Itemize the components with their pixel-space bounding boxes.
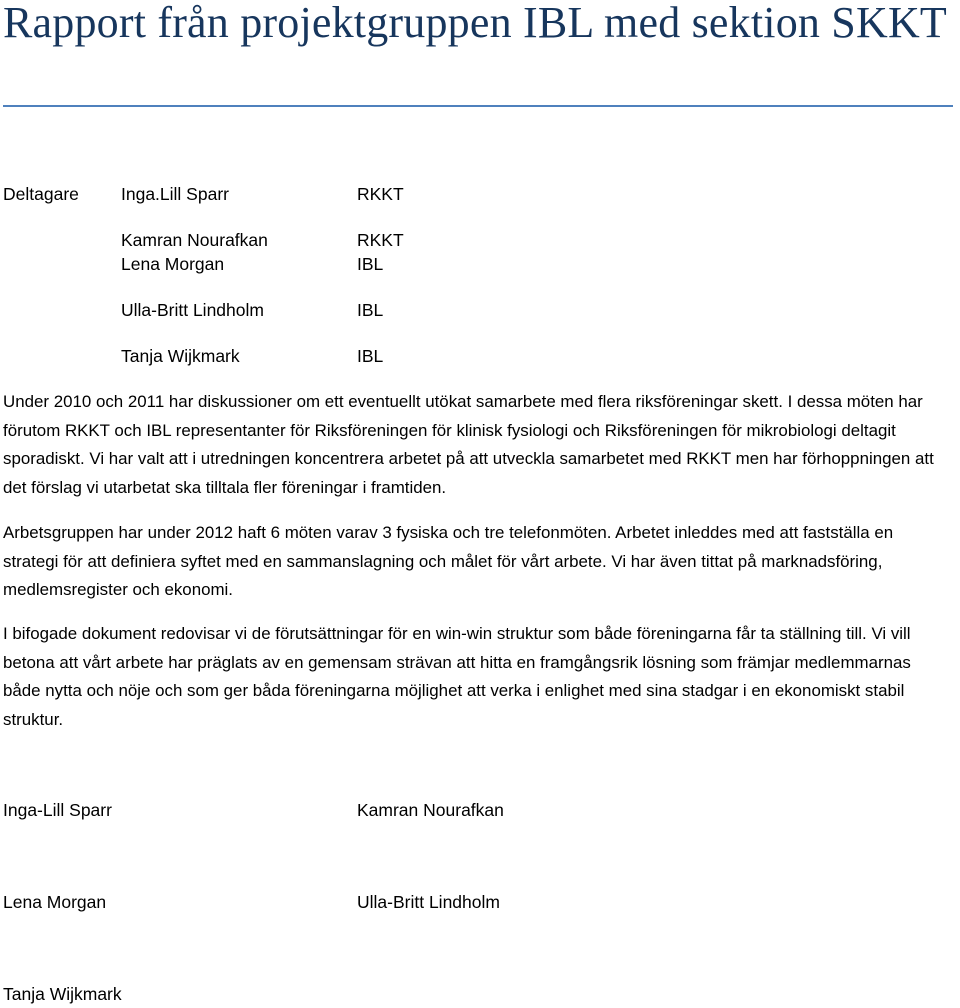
participants-label: Deltagare	[3, 184, 79, 204]
participant-org: IBL	[357, 346, 384, 366]
participant-name: Ulla-Britt Lindholm	[121, 300, 264, 320]
participant-name: Kamran Nourafkan	[121, 230, 268, 250]
signature-name: Kamran Nourafkan	[357, 800, 504, 820]
participant-org: IBL	[357, 254, 384, 274]
signature-name: Lena Morgan	[3, 892, 107, 912]
signature-name: Ulla-Britt Lindholm	[357, 892, 500, 912]
participant-name: Lena Morgan	[121, 254, 225, 274]
signature-name: Tanja Wijkmark	[3, 984, 122, 1004]
body-paragraph: I bifogade dokument redovisar vi de förutsättningar för en win-win struktur som både föreningarna får ta ställning till. Vi vill betona att vårt arbete har präglats av en gemensam strävan att hitta en framgångsrik lösning som främjar medlemmarnas både nytta och nöje och som ger båda föreningarna möjlighet att verka i enlighet med sina stadgar i en ekonomiskt stabil struktur.	[3, 624, 911, 729]
signature-name: Inga-Lill Sparr	[3, 800, 112, 820]
participant-name: Tanja Wijkmark	[121, 346, 240, 366]
body-paragraph: Arbetsgruppen har under 2012 haft 6 möten varav 3 fysiska och tre telefonmöten. Arbetet inleddes med att fastställa en strategi för att definiera syftet med en sammanslagning och målet för vårt arbete. Vi har även tittat på marknadsföring, medlemsregister och ekonomi.	[3, 523, 894, 599]
participant-org: RKKT	[357, 184, 404, 204]
participant-org: IBL	[357, 300, 384, 320]
title-underline	[3, 105, 953, 107]
body-paragraph: Under 2010 och 2011 har diskussioner om ett eventuellt utökat samarbete med flera riksföreningar skett. I dessa möten har förutom RKKT och IBL representanter för Riksföreningen för klinisk fysiologi och Riksföreningen för mikrobiologi deltagit sporadiskt. Vi har valt att i utredningen koncentrera arbetet på att utveckla samarbetet med RKKT men har förhoppningen att det förslag vi utarbetat ska tilltala fler föreningar i framtiden.	[3, 392, 934, 497]
participant-org: RKKT	[357, 230, 404, 250]
document-title: Rapport från projektgruppen IBL med sektion SKKT	[3, 0, 947, 47]
participant-name: Inga.Lill Sparr	[121, 184, 229, 204]
